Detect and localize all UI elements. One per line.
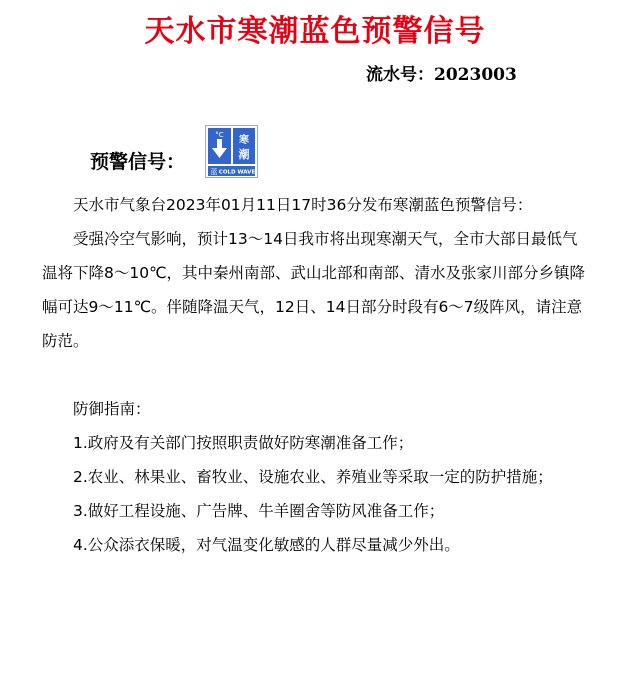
document-body xyxy=(42,188,590,562)
badge-level-char: 蓝 xyxy=(210,168,218,176)
guide-heading: 防御指南： xyxy=(73,400,151,418)
signal-label: 预警信号： xyxy=(90,151,186,173)
guide-item: 4.公众添衣保暖，对气温变化敏感的人群尽量减少外出。 xyxy=(73,536,460,554)
body-paragraph: 受强冷空气影响，预计13～14日我市将出现寒潮天气，全市大部日最低气温将下降8～10℃，其中秦州南部、武山北部和南部、清水及张家川部分乡镇降幅可达9～11℃。伴随降温天气，12日、14日部分时段有6～7级阵风，请注意防范。 xyxy=(42,230,585,350)
badge-temp-symbol: °C xyxy=(215,131,224,139)
document-title: 天水市寒潮蓝色预警信号 xyxy=(144,14,486,49)
serial-number: 流水号：2023003 xyxy=(366,65,517,85)
badge-cold-char: 寒 xyxy=(239,135,249,146)
badge-tide-char: 潮 xyxy=(238,148,250,161)
issue-line: 天水市气象台2023年01月11日17时36分发布寒潮蓝色预警信号： xyxy=(73,196,533,214)
badge-english: COLD WAVE xyxy=(218,169,256,176)
guide-item: 3.做好工程设施、广告牌、牛羊圈舍等防风准备工作； xyxy=(73,502,445,520)
cold-wave-blue-icon xyxy=(205,125,258,178)
guide-item: 1.政府及有关部门按照职责做好防寒潮准备工作； xyxy=(73,434,414,452)
guide-item: 2.农业、林果业、畜牧业、设施农业、养殖业等采取一定的防护措施； xyxy=(73,468,553,486)
